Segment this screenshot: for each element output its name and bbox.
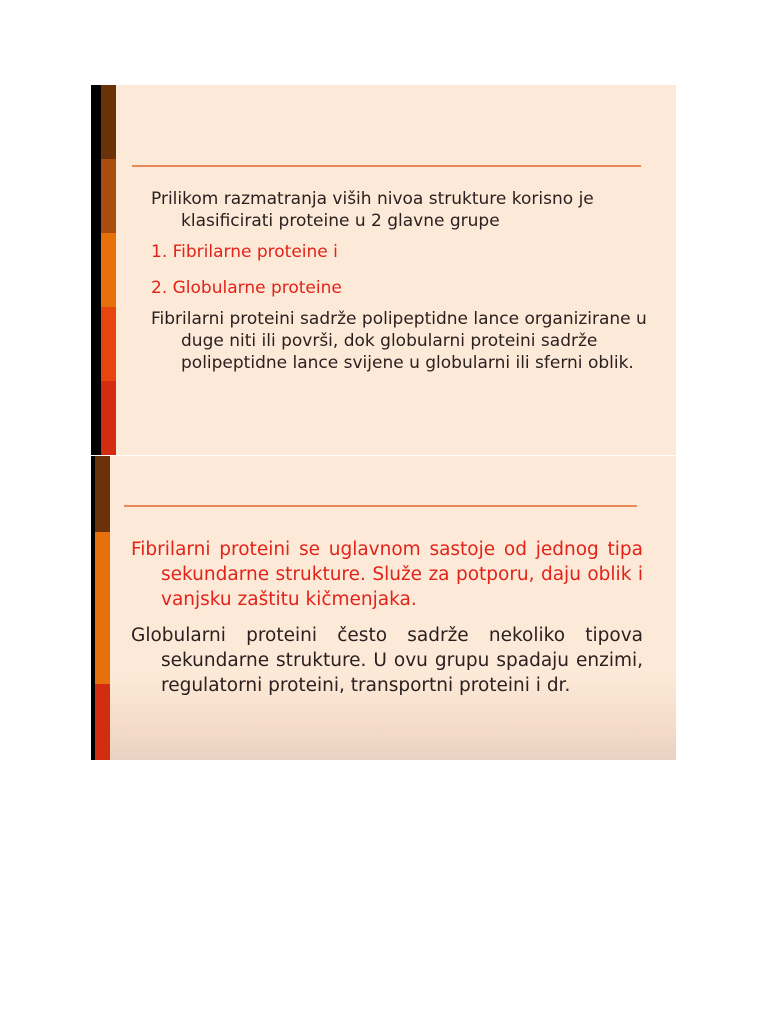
title-divider [132,165,641,167]
list-item-globularne: 2. Globularne proteine [151,278,342,298]
slide-2 [91,456,676,760]
slide-decorative-bar [91,85,116,455]
slide-1 [91,85,676,455]
slide-2-content [131,537,643,698]
slide-1-content [151,188,651,374]
globularni-paragraph: Globularni proteini često sadrže nekoliko tipova sekundarne strukture. U ovu grupu spadaju enzimi, regulatorni proteini, transportni proteini i dr. [131,625,643,696]
body-paragraph: Fibrilarni proteini sadrže polipeptidne lance organizirane u duge niti ili površi, dok globularni proteini sadrže polipeptidne lance svijene u globularni ili sferni oblik. [151,309,647,373]
title-divider [124,505,637,507]
intro-paragraph: Prilikom razmatranja viših nivoa strukture korisno je klasificirati proteine u 2 glavne grupe [151,189,594,231]
slide-decorative-bar [91,456,110,760]
list-item-fibrilarne: 1. Fibrilarne proteine i [151,242,338,262]
fibrilarni-paragraph: Fibrilarni proteini se uglavnom sastoje od jednog tipa sekundarne strukture. Služe za potporu, daju oblik i vanjsku zaštitu kičmenjaka. [131,539,643,610]
